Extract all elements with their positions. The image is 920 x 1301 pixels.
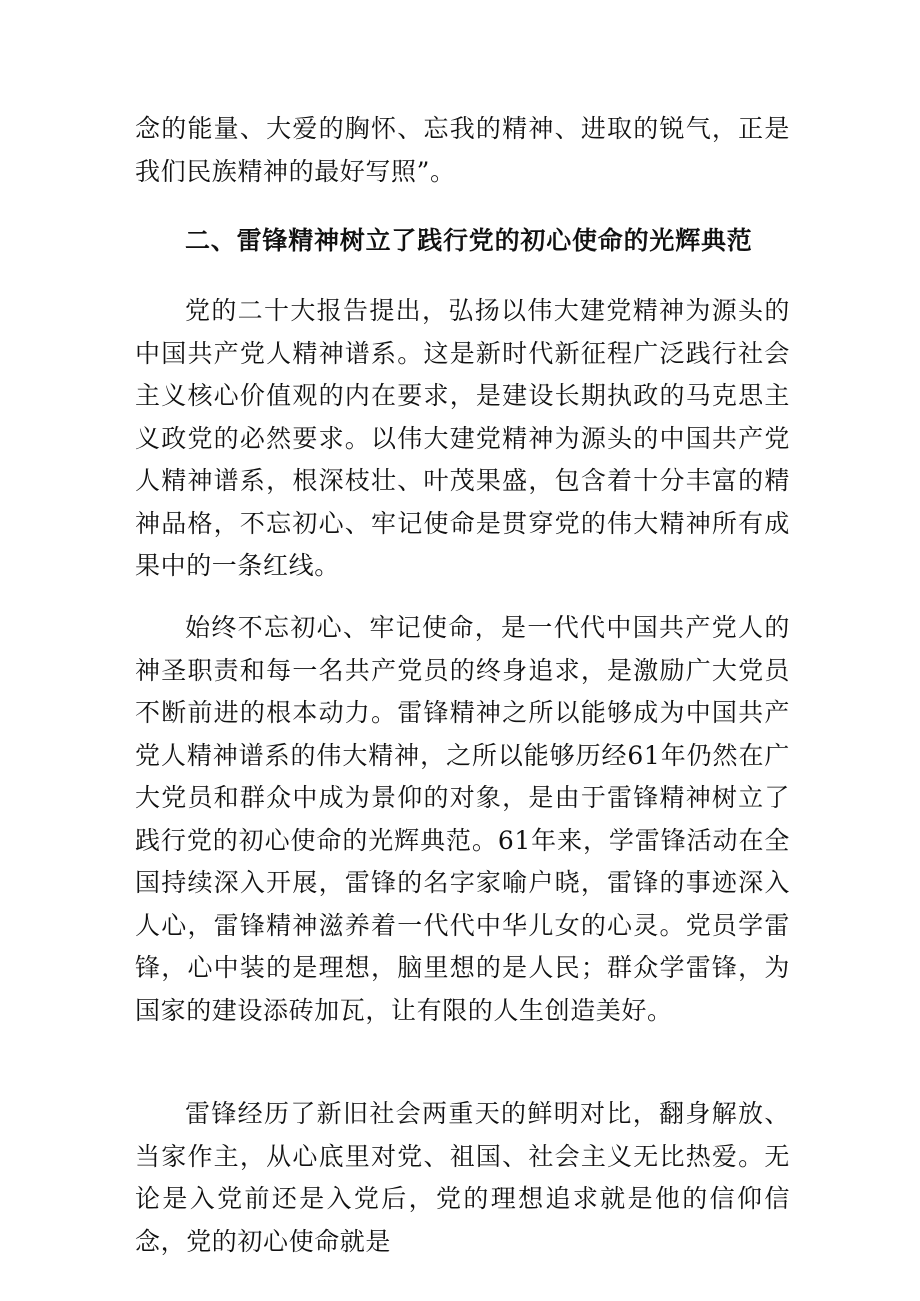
- body-paragraph-3: 雷锋经历了新旧社会两重天的鲜明对比，翻身解放、当家作主，从心底里对党、祖国、社会主义无比热爱。无论是入党前还是入党后，党的理想追求就是他的信仰信念，党的初心使命就是: [135, 1099, 790, 1256]
- body-paragraph-1: 党的二十大报告提出，弘扬以伟大建党精神为源头的中国共产党人精神谱系。这是新时代新征程广泛践行社会主义核心价值观的内在要求，是建设长期执政的马克思主义政党的必然要求。以伟大建党精神为源头的中国共产党人精神谱系，根深枝壮、叶茂果盛，包含着十分丰富的精神品格，不忘初心、牢记使命是贯穿党的伟大精神所有成果中的一条红线。: [135, 296, 790, 580]
- continuation-paragraph: 念的能量、大爱的胸怀、忘我的精神、进取的锐气，正是我们民族精神的最好写照”。: [135, 114, 790, 186]
- section-heading: 二、雷锋精神树立了践行党的初心使命的光辉典范: [185, 226, 753, 255]
- body-paragraph-2: 始终不忘初心、牢记使命，是一代代中国共产党人的神圣职责和每一名共产党员的终身追求，是激励广大党员不断前进的根本动力。雷锋精神之所以能够成为中国共产党人精神谱系的伟大精神，之所以能够历经61年仍然在广大党员和群众中成为景仰的对象，是由于雷锋精神树立了践行党的初心使命的光辉典范。61年来，学雷锋活动在全国持续深入开展，雷锋的名字家喻户晓，雷锋的事迹深入人心，雷锋精神滋养着一代代中华儿女的心灵。党员学雷锋，心中装的是理想，脑里想的是人民；群众学雷锋，为国家的建设添砖加瓦，让有限的人生创造美好。: [135, 613, 790, 1025]
